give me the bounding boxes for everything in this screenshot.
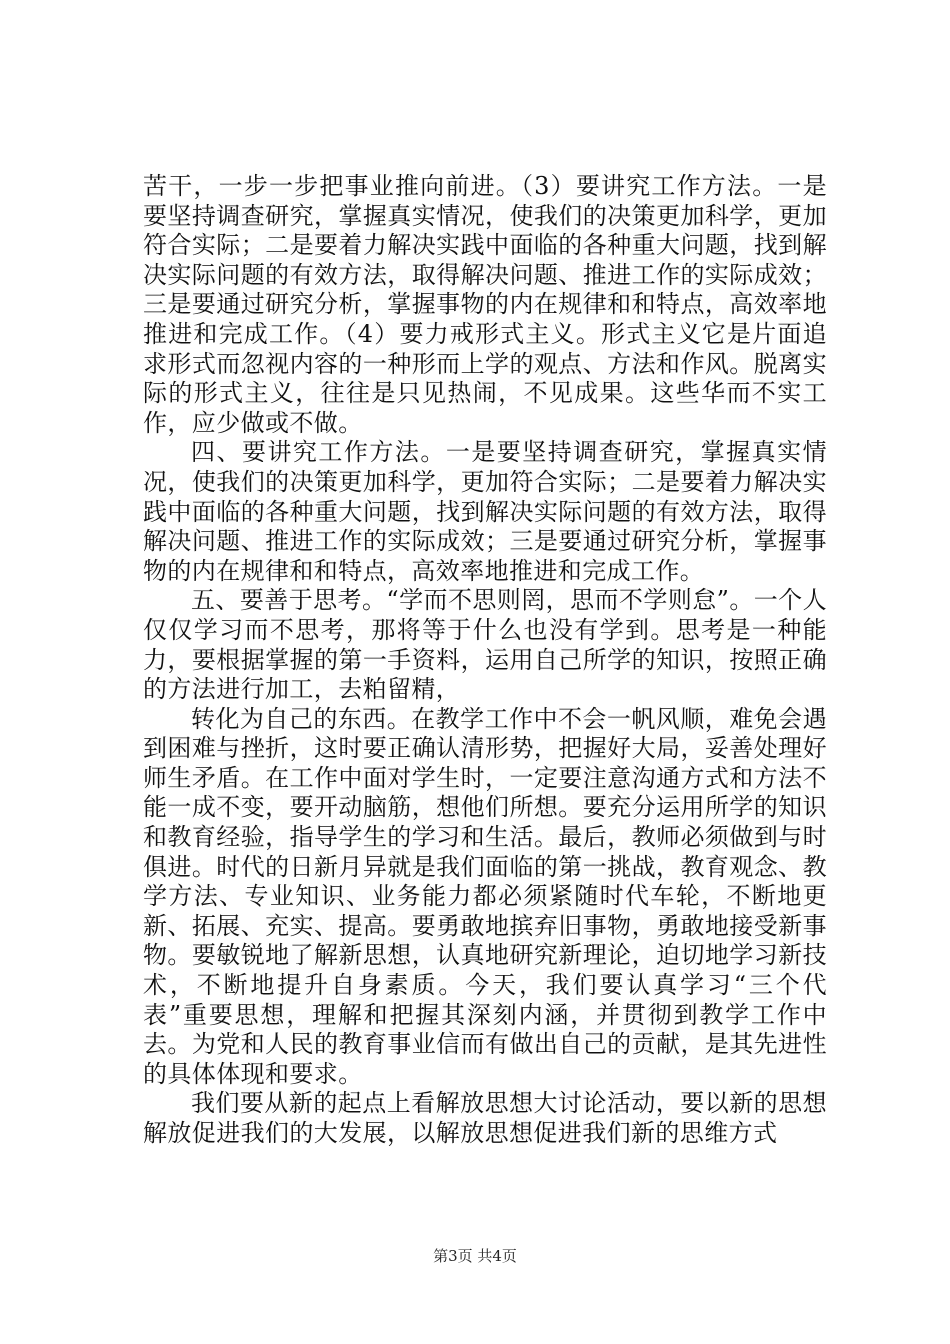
page-footer: 第3页 共4页	[433, 1247, 517, 1265]
document-body	[143, 172, 827, 1149]
paragraph-section-four: 四、要讲究工作方法。一是要坚持调查研究，掌握真实情况，使我们的决策更加科学，更加符合实际；二是要着力解决实践中面临的各种重大问题，找到解决实际问题的有效方法，取得解决问题、推进工作的实际成效；三是要通过研究分析，掌握事物的内在规律和和特点，高效率地推进和完成工作。	[143, 438, 827, 585]
paragraph-new-start: 我们要从新的起点上看解放思想大讨论活动，要以新的思想解放促进我们的大发展，以解放思想促进我们新的思维方式	[143, 1089, 827, 1147]
paragraph-section-five: 五、要善于思考。“学而不思则罔，思而不学则怠”。一个人仅仅学习而不思考，那将等于什么也没有学到。思考是一种能力，要根据掌握的第一手资料，运用自己所学的知识，按照正确的方法进行加工，去粕留精，	[143, 586, 827, 704]
paragraph-continuation: 苦干，一步一步把事业推向前进。（3）要讲究工作方法。一是要坚持调查研究，掌握真实情况，使我们的决策更加科学，更加符合实际；二是要着力解决实践中面临的各种重大问题，找到解决实际问题的有效方法，取得解决问题、推进工作的实际成效；三是要通过研究分析，掌握事物的内在规律和和特点，高效率地推进和完成工作。（4）要力戒形式主义。形式主义它是片面追求形式而忽视内容的一种形而上学的观点、方法和作风。脱离实际的形式主义，往往是只见热闹，不见成果。这些华而不实工作，应少做或不做。	[143, 172, 827, 437]
paragraph-transform: 转化为自己的东西。在教学工作中不会一帆风顺，难免会遇到困难与挫折，这时要正确认清形势，把握好大局，妥善处理好师生矛盾。在工作中面对学生时，一定要注意沟通方式和方法不能一成不变，要开动脑筋，想他们所想。要充分运用所学的知识和教育经验，指导学生的学习和生活。最后，教师必须做到与时俱进。时代的日新月异就是我们面临的第一挑战，教育观念、教学方法、专业知识、业务能力都必须紧随时代车轮，不断地更新、拓展、充实、提高。要勇敢地摈弃旧事物，勇敢地接受新事物。要敏锐地了解新思想，认真地研究新理论，迫切地学习新技术，不断地提升自身素质。今天，我们要认真学习“三个代表”重要思想，理解和把握其深刻内涵，并贯彻到教学工作中去。为党和人民的教育事业信而有做出自己的贡献，是其先进性的具体体现和要求。	[143, 704, 827, 1088]
